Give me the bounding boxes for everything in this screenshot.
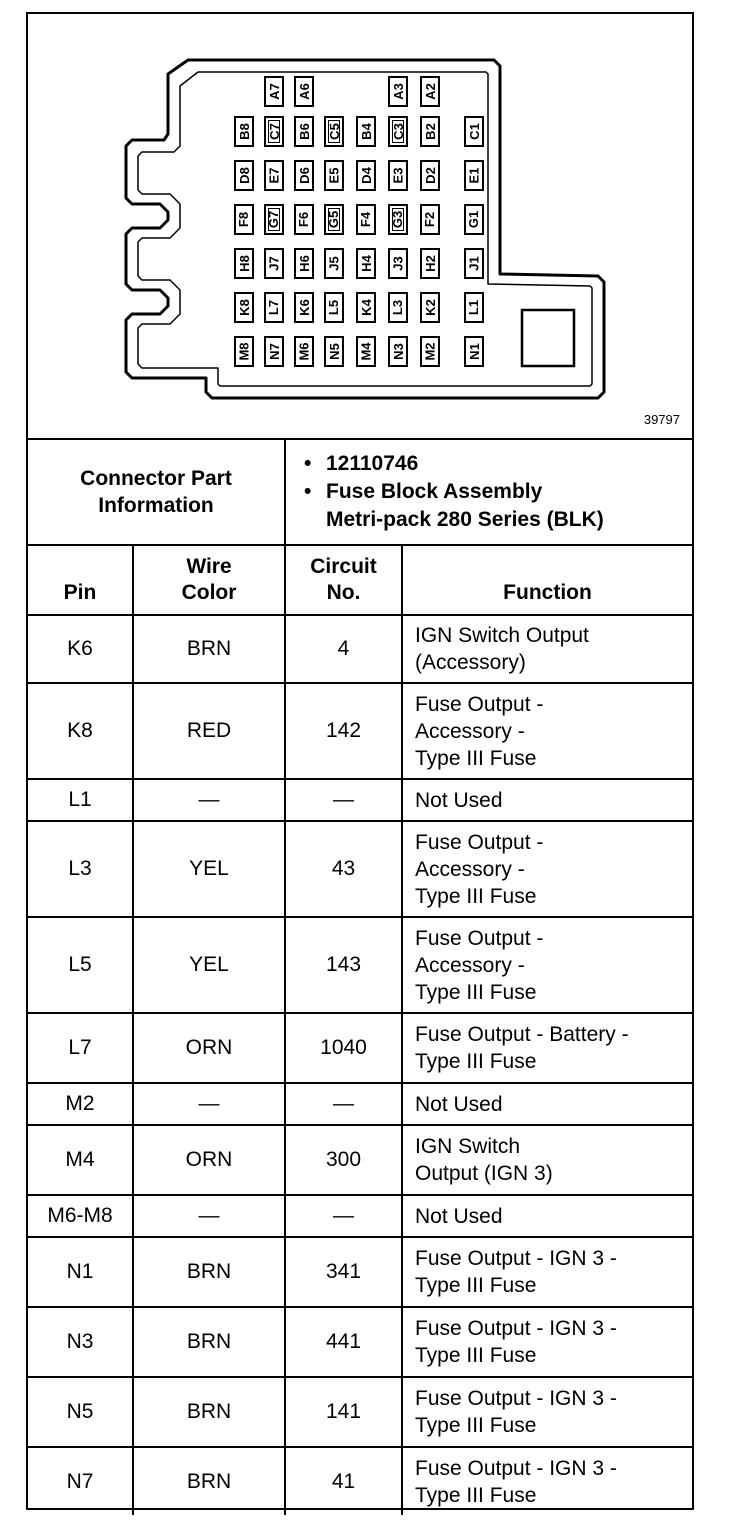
- fuse-label: J5: [326, 256, 342, 271]
- circuit-number-cell: 141: [285, 1377, 402, 1447]
- fuse-label: L7: [266, 299, 282, 316]
- fuse-l1: [464, 292, 484, 323]
- table-row: [28, 1013, 692, 1083]
- circuit-number-cell: 341: [285, 1237, 402, 1307]
- fuse-c1: [464, 116, 484, 147]
- pin-cell: L5: [28, 917, 133, 1013]
- fuse-m2: [420, 336, 440, 367]
- column-header-row: [28, 545, 692, 615]
- function-line: Not Used: [415, 1204, 503, 1228]
- fuse-label: A6: [296, 83, 312, 100]
- fuse-label: F6: [296, 211, 312, 228]
- fuse-label: A3: [390, 83, 406, 100]
- fuse-label: H4: [358, 255, 374, 272]
- fuse-g5: [324, 204, 344, 235]
- function-cell: [402, 1377, 692, 1447]
- fuse-label: A2: [422, 83, 438, 100]
- function-line: (Accessory): [415, 651, 526, 674]
- fuse-d2: [420, 160, 440, 191]
- function-cell: [402, 1083, 692, 1125]
- pin-cell: M4: [28, 1125, 133, 1195]
- fuse-label: N3: [390, 343, 406, 360]
- fuse-c3: [388, 116, 408, 147]
- fuse-j7: [264, 248, 284, 279]
- fuse-label: B8: [236, 123, 252, 140]
- wire-color-cell: BRN: [133, 1307, 285, 1377]
- function-cell: [402, 779, 692, 821]
- fuse-f4: [356, 204, 376, 235]
- function-line: Type III Fuse: [415, 746, 537, 770]
- fuse-label: N5: [326, 343, 342, 360]
- wire-color-cell: RED: [133, 683, 285, 779]
- fuse-j5: [324, 248, 344, 279]
- wire-color-cell: —: [133, 1083, 285, 1125]
- wire-color-cell: ORN: [133, 1125, 285, 1195]
- fuse-c7: [264, 116, 284, 147]
- circuit-number-cell: 41: [285, 1447, 402, 1515]
- fuse-d4: [356, 160, 376, 191]
- fuse-label: C1: [466, 123, 482, 140]
- fuse-d8: [234, 160, 254, 191]
- fuse-label: G7: [266, 210, 282, 229]
- fuse-label: D6: [296, 167, 312, 184]
- circuit-number-cell: 142: [285, 683, 402, 779]
- function-line: Fuse Output -: [415, 830, 544, 854]
- fuse-label: F8: [236, 211, 252, 228]
- fuse-j3: [388, 248, 408, 279]
- circuit-header-line1: Circuit: [310, 555, 377, 578]
- fuse-b4: [356, 116, 376, 147]
- relay-socket: [522, 310, 574, 366]
- part-number: • 12110746: [326, 450, 692, 478]
- fuse-label: M6: [296, 342, 312, 361]
- fuse-n7: [264, 336, 284, 367]
- fuse-label: G3: [390, 210, 406, 229]
- pin-cell: M6-M8: [28, 1195, 133, 1237]
- function-cell: [402, 917, 692, 1013]
- function-cell: [402, 615, 692, 683]
- fuse-label: C5: [326, 123, 342, 140]
- function-line: Fuse Output -: [415, 926, 544, 950]
- pin-cell: N1: [28, 1237, 133, 1307]
- pin-cell: N5: [28, 1377, 133, 1447]
- assembly-description-line2: Metri-pack 280 Series (BLK): [326, 508, 604, 531]
- fuse-b6: [294, 116, 314, 147]
- fuse-l5: [324, 292, 344, 323]
- fuse-label: K6: [296, 299, 312, 316]
- function-cell: [402, 1125, 692, 1195]
- fuse-label: K8: [236, 299, 252, 316]
- function-line: Fuse Output - IGN 3 -: [415, 1247, 617, 1270]
- fuse-g1: [464, 204, 484, 235]
- circuit-header-line2: No.: [326, 581, 361, 604]
- function-cell: [402, 1195, 692, 1237]
- function-header: Function: [402, 545, 692, 615]
- pin-cell: M2: [28, 1083, 133, 1125]
- fuse-label: F2: [422, 211, 438, 228]
- function-line: Not Used: [415, 788, 503, 812]
- table-row: [28, 1307, 692, 1377]
- fuse-n3: [388, 336, 408, 367]
- fuse-label: H8: [236, 255, 252, 272]
- wire-color-cell: ORN: [133, 1013, 285, 1083]
- wire-color-cell: YEL: [133, 821, 285, 917]
- fuse-label: B6: [296, 123, 312, 140]
- fuse-label: H2: [422, 255, 438, 272]
- circuit-number-cell: —: [285, 1083, 402, 1125]
- fuse-label: J3: [390, 256, 406, 271]
- fuse-label: C3: [390, 123, 406, 140]
- table-row: [28, 1377, 692, 1447]
- circuit-number-header: [285, 545, 402, 615]
- fuse-n1: [464, 336, 484, 367]
- fuse-n5: [324, 336, 344, 367]
- fuse-a6: [294, 76, 314, 107]
- figure-number: 39797: [643, 412, 680, 427]
- circuit-number-cell: 4: [285, 615, 402, 683]
- function-line: Type III Fuse: [415, 1344, 537, 1367]
- fuse-g7: [264, 204, 284, 235]
- function-cell: [402, 1237, 692, 1307]
- table-row: [28, 821, 692, 917]
- fuse-e5: [324, 160, 344, 191]
- fuse-c5: [324, 116, 344, 147]
- fuse-label: B4: [358, 123, 374, 140]
- fuse-label: L1: [466, 299, 482, 316]
- function-line: Fuse Output - IGN 3 -: [415, 1456, 617, 1480]
- fuse-label: C7: [266, 123, 282, 140]
- function-line: Not Used: [415, 1092, 503, 1116]
- function-line: Accessory -: [415, 857, 525, 881]
- function-cell: [402, 1307, 692, 1377]
- fuse-label: J7: [266, 256, 282, 271]
- assembly-description-line1: Fuse Block Assembly: [326, 480, 543, 503]
- pin-cell: L7: [28, 1013, 133, 1083]
- function-line: Type III Fuse: [415, 1483, 537, 1507]
- fuse-k4: [356, 292, 376, 323]
- pin-header: Pin: [28, 545, 133, 615]
- fuse-label: E1: [466, 167, 482, 184]
- fuse-h2: [420, 248, 440, 279]
- pin-cell: N7: [28, 1447, 133, 1515]
- circuit-number-cell: 143: [285, 917, 402, 1013]
- wire-header-line1: Wire: [186, 555, 232, 578]
- connector-table: [28, 438, 692, 1515]
- function-line: Fuse Output - Battery -: [415, 1023, 629, 1046]
- fuse-label: E7: [266, 167, 282, 184]
- fuse-label: B2: [422, 123, 438, 140]
- wire-color-cell: —: [133, 779, 285, 821]
- function-cell: [402, 821, 692, 917]
- fuse-e7: [264, 160, 284, 191]
- wire-color-header: [133, 545, 285, 615]
- function-line: IGN Switch Output: [415, 624, 589, 647]
- fuse-label: K4: [358, 299, 374, 316]
- fuse-label: F4: [358, 211, 374, 228]
- fuse-a2: [420, 76, 440, 107]
- fuse-label: N7: [266, 343, 282, 360]
- wire-color-cell: BRN: [133, 1237, 285, 1307]
- fuse-label: K2: [422, 299, 438, 316]
- function-line: Type III Fuse: [415, 1274, 537, 1297]
- connector-info-label: [28, 439, 285, 545]
- connector-info-details: [285, 439, 692, 545]
- pin-cell: K8: [28, 683, 133, 779]
- table-row: [28, 1447, 692, 1515]
- fuse-m4: [356, 336, 376, 367]
- fuse-a3: [388, 76, 408, 107]
- fuse-h8: [234, 248, 254, 279]
- fuse-label: D8: [236, 167, 252, 184]
- connector-info-label-line2: Information: [98, 494, 214, 517]
- fuse-block-diagram: [28, 14, 692, 438]
- function-line: Accessory -: [415, 719, 525, 743]
- fuse-b8: [234, 116, 254, 147]
- fuse-label: M8: [236, 342, 252, 361]
- fuse-label: G5: [326, 210, 342, 229]
- fuse-label: L3: [390, 299, 406, 316]
- fuse-label: E5: [326, 167, 342, 184]
- fuse-label: J1: [466, 256, 482, 271]
- fuse-b2: [420, 116, 440, 147]
- circuit-number-cell: 300: [285, 1125, 402, 1195]
- wire-color-cell: BRN: [133, 615, 285, 683]
- table-row: [28, 917, 692, 1013]
- wire-color-cell: BRN: [133, 1447, 285, 1515]
- table-row: [28, 1083, 692, 1125]
- fuse-k2: [420, 292, 440, 323]
- fuse-label: M4: [358, 342, 374, 361]
- fuse-h4: [356, 248, 376, 279]
- function-line: IGN Switch: [415, 1135, 521, 1158]
- function-line: Type III Fuse: [415, 884, 537, 908]
- fuse-label: H6: [296, 255, 312, 272]
- fuse-f8: [234, 204, 254, 235]
- fuse-a7: [264, 76, 284, 107]
- fuse-label: L5: [326, 299, 342, 316]
- pin-cell: N3: [28, 1307, 133, 1377]
- function-line: Type III Fuse: [415, 1414, 537, 1437]
- fuse-g3: [388, 204, 408, 235]
- fuse-label: E3: [390, 167, 406, 184]
- function-line: Fuse Output -: [415, 692, 544, 716]
- pin-cell: L3: [28, 821, 133, 917]
- table-row: [28, 1125, 692, 1195]
- connector-info-label-line1: Connector Part: [80, 467, 232, 490]
- circuit-number-cell: —: [285, 779, 402, 821]
- circuit-number-cell: 1040: [285, 1013, 402, 1083]
- fuse-e3: [388, 160, 408, 191]
- fuse-label: N1: [466, 343, 482, 360]
- pin-cell: L1: [28, 779, 133, 821]
- fuse-f6: [294, 204, 314, 235]
- table-row: [28, 615, 692, 683]
- table-row: [28, 1195, 692, 1237]
- function-line: Type III Fuse: [415, 1050, 537, 1073]
- table-row: [28, 779, 692, 821]
- wire-color-cell: YEL: [133, 917, 285, 1013]
- fuse-d6: [294, 160, 314, 191]
- connector-info-row: [28, 439, 692, 545]
- function-line: Fuse Output - IGN 3 -: [415, 1317, 617, 1340]
- fuse-k6: [294, 292, 314, 323]
- fuse-label: G1: [466, 210, 482, 229]
- table-row: [28, 683, 692, 779]
- fuse-e1: [464, 160, 484, 191]
- wire-header-line2: Color: [181, 581, 237, 604]
- fuse-j1: [464, 248, 484, 279]
- pin-cell: K6: [28, 615, 133, 683]
- circuit-number-cell: —: [285, 1195, 402, 1237]
- fuse-label: M2: [422, 342, 438, 361]
- fuse-k8: [234, 292, 254, 323]
- fuse-f2: [420, 204, 440, 235]
- fuse-l3: [388, 292, 408, 323]
- function-line: Output (IGN 3): [415, 1162, 553, 1185]
- table-row: [28, 1237, 692, 1307]
- wire-color-cell: BRN: [133, 1377, 285, 1447]
- fuse-m6: [294, 336, 314, 367]
- function-cell: [402, 1013, 692, 1083]
- fuse-m8: [234, 336, 254, 367]
- figure-frame: [26, 12, 694, 1510]
- fuse-h6: [294, 248, 314, 279]
- function-cell: [402, 683, 692, 779]
- function-cell: [402, 1447, 692, 1515]
- fuse-label: A7: [266, 83, 282, 100]
- circuit-number-cell: 441: [285, 1307, 402, 1377]
- function-line: Fuse Output - IGN 3 -: [415, 1387, 617, 1410]
- circuit-number-cell: 43: [285, 821, 402, 917]
- fuse-l7: [264, 292, 284, 323]
- function-line: Accessory -: [415, 953, 525, 977]
- assembly-description: [326, 478, 692, 534]
- function-line: Type III Fuse: [415, 980, 537, 1004]
- fuse-label: D2: [422, 167, 438, 184]
- wire-color-cell: —: [133, 1195, 285, 1237]
- fuse-label: D4: [358, 167, 374, 184]
